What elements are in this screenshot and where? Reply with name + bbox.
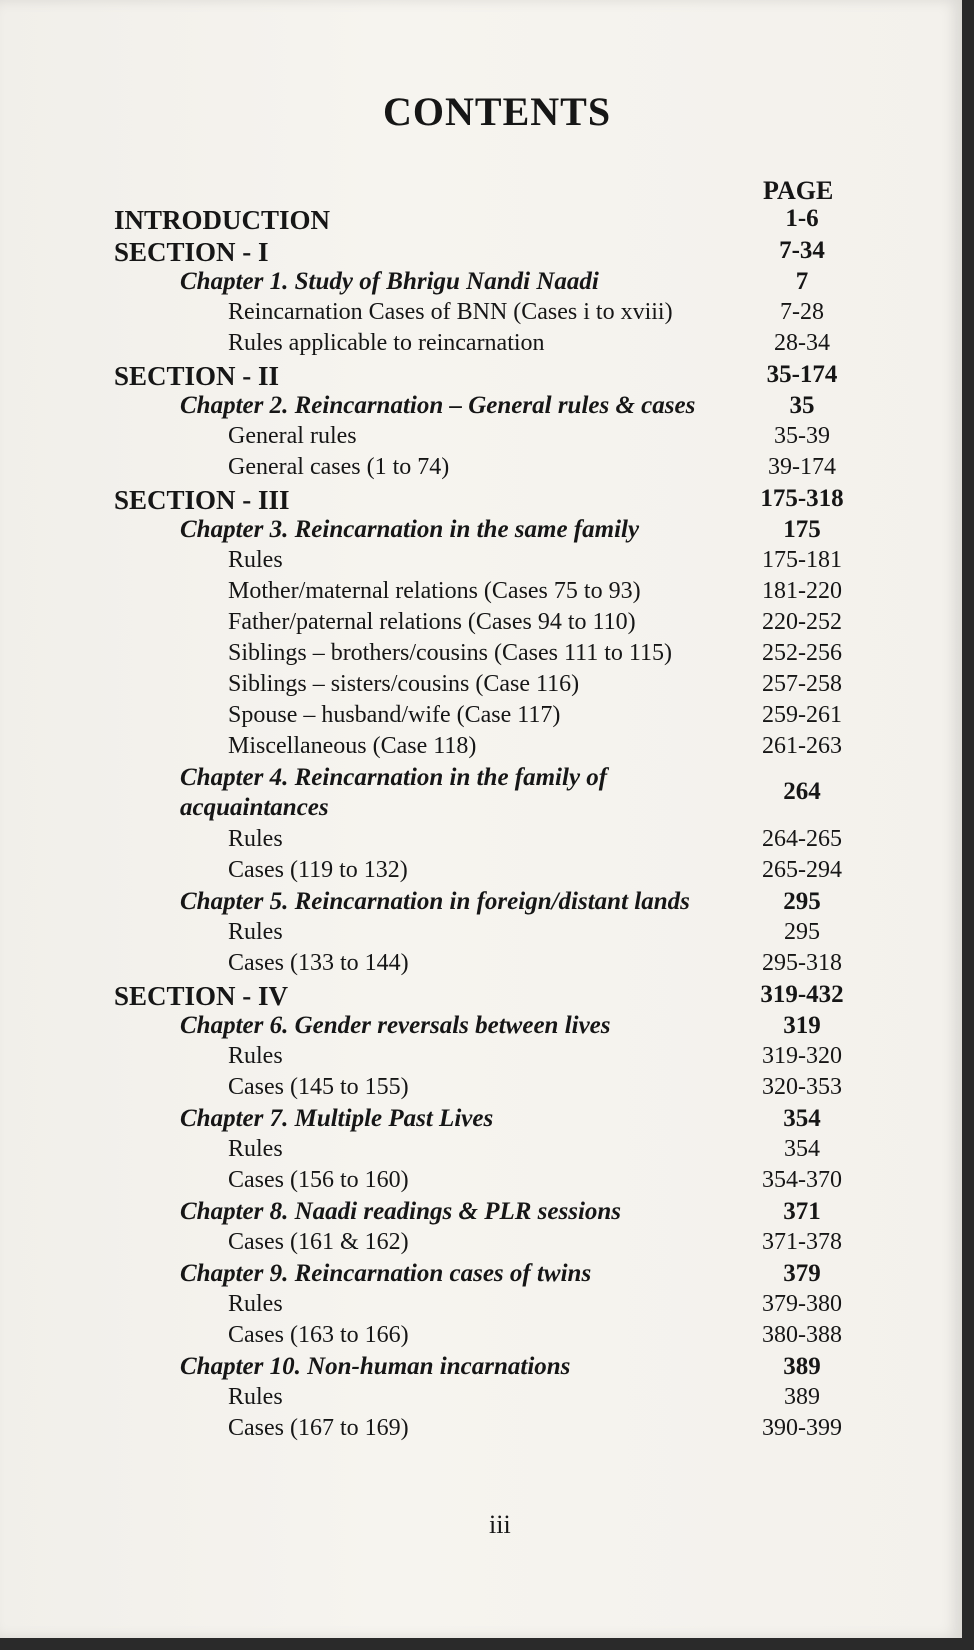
toc-entry-label: Cases (156 to 160) [228,1167,409,1193]
toc-entry-page: 380-388 [762,1322,842,1348]
toc-entry-page: 175-318 [760,485,844,512]
toc-entry-label: Rules applicable to reincarnation [228,330,545,356]
toc-entry-label: SECTION - III [114,485,290,515]
toc-entry-page: 252-256 [762,640,842,666]
toc-entry-label: SECTION - I [114,237,269,267]
toc-entry-label: Spouse – husband/wife (Case 117) [228,702,561,728]
toc-entry-label: Chapter 2. Reincarnation – General rules & cases [180,392,696,419]
toc-entry-page: 354 [784,1136,820,1162]
toc-entry-page: 259-261 [762,702,842,728]
toc-entry-label: SECTION - IV [114,981,289,1011]
page-title: CONTENTS [383,89,612,134]
toc-entry-label: Rules [228,1043,283,1069]
toc-entry-label: Chapter 7. Multiple Past Lives [180,1105,494,1132]
toc-entry-label: Cases (161 & 162) [228,1229,409,1255]
toc-entry-page: 7 [795,268,809,295]
toc-entry-label: Chapter 10. Non-human incarnations [180,1353,571,1380]
toc-entry-label: General rules [228,423,357,449]
toc-entry-page: 320-353 [762,1074,842,1100]
toc-entry-label: Rules [228,547,283,573]
toc-entry-page: 265-294 [762,857,842,883]
toc-entry-label: Rules [228,919,283,945]
toc-entry-label: Siblings – sisters/cousins (Case 116) [228,671,580,697]
toc-entry-label: Chapter 4. Reincarnation in the family of [180,764,608,791]
page-column-header: PAGE [763,176,834,205]
toc-entry-label: Rules [228,826,283,852]
toc-entry-page: 389 [783,1353,821,1380]
toc-entry-page: 371-378 [762,1229,842,1255]
toc-entry-page: 7-34 [779,237,825,264]
toc-entry-label: SECTION - II [114,361,280,391]
page-number: iii [489,1510,511,1539]
toc-entry-label: Chapter 8. Naadi readings & PLR sessions [180,1198,622,1225]
toc-entry-label: Rules [228,1291,283,1317]
toc-entry-label: Chapter 9. Reincarnation cases of twins [180,1260,592,1287]
toc-entry-label-continued: acquaintances [180,794,329,821]
toc-entry-page: 261-263 [762,733,842,759]
toc-entry-page: 264-265 [762,826,842,852]
toc-entry-page: 175 [783,516,821,543]
toc-entry-label: Cases (133 to 144) [228,950,409,976]
toc-entry-label: General cases (1 to 74) [228,454,450,480]
toc-entry-label: INTRODUCTION [114,205,331,235]
toc-entry-label: Father/paternal relations (Cases 94 to 110) [228,609,636,635]
toc-entry-label: Rules [228,1384,283,1410]
toc-entry-label: Cases (145 to 155) [228,1074,409,1100]
toc-entry-label: Cases (167 to 169) [228,1415,409,1441]
toc-entry-page: 354 [783,1105,821,1132]
toc-entry-page: 175-181 [762,547,842,573]
toc-entry-label: Chapter 1. Study of Bhrigu Nandi Naadi [180,268,599,295]
toc-entry-label: Miscellaneous (Case 118) [228,733,477,759]
toc-entry-page: 28-34 [774,330,830,356]
toc-entry-page: 390-399 [762,1415,842,1441]
toc-entry-page: 389 [784,1384,820,1410]
toc-entry-label: Rules [228,1136,283,1162]
toc-entry-page: 1-6 [785,205,819,232]
toc-entry-page: 319-320 [762,1043,842,1069]
toc-entry-page: 379-380 [762,1291,842,1317]
toc-entry-page: 319-432 [760,981,844,1008]
toc-entry-label: Chapter 6. Gender reversals between lives [180,1012,611,1039]
toc-entry-label: Cases (119 to 132) [228,857,408,883]
toc-entry-label: Chapter 3. Reincarnation in the same family [180,516,640,543]
toc-entry-page: 371 [783,1198,821,1225]
toc-entry-page: 354-370 [762,1167,842,1193]
toc-entry-page: 220-252 [762,609,842,635]
toc-entry-label: Mother/maternal relations (Cases 75 to 93) [228,578,641,604]
toc-entry-label: Siblings – brothers/cousins (Cases 111 to 115) [228,640,672,666]
toc-entry-label: Cases (163 to 166) [228,1322,409,1348]
toc-entry-label: Reincarnation Cases of BNN (Cases i to xviii) [228,299,673,325]
toc-entry-page: 7-28 [780,299,824,325]
toc-entry-page: 264 [783,778,821,805]
toc-entry-page: 35-174 [766,361,838,388]
toc-entry-page: 39-174 [768,454,836,480]
toc-entry-page: 319 [783,1012,821,1039]
toc-entry-page: 295 [783,888,821,915]
toc-entry-page: 295-318 [762,950,842,976]
toc-entry-page: 35 [789,392,815,419]
toc-entry-page: 35-39 [774,423,830,449]
toc-entry-label: Chapter 5. Reincarnation in foreign/distant lands [180,888,690,915]
toc-entry-page: 181-220 [762,578,842,604]
toc-entry-page: 295 [784,919,820,945]
toc-entry-page: 379 [783,1260,821,1287]
toc-entry-page: 257-258 [762,671,842,697]
